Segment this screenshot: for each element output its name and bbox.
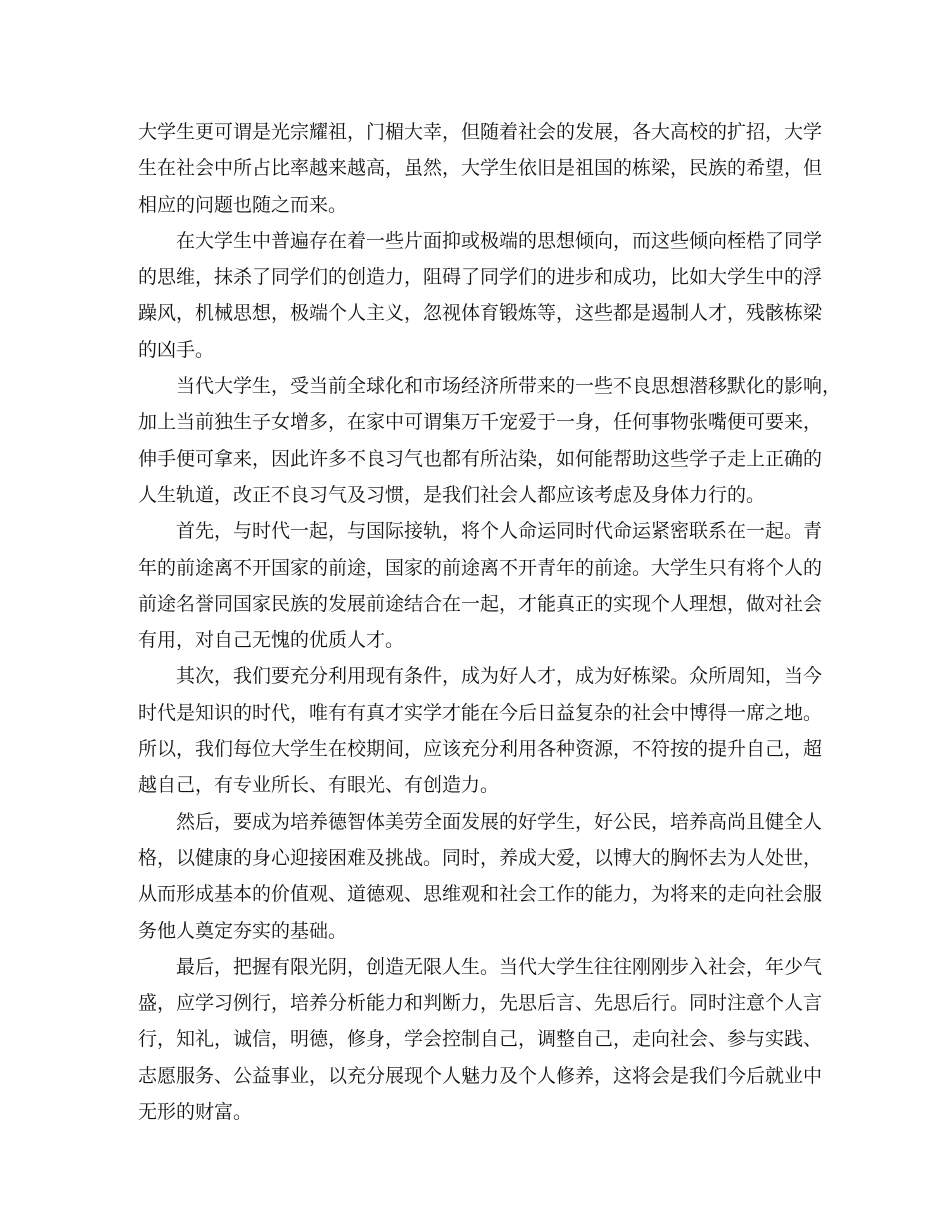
body-text-line: 当代大学生，受当前全球化和市场经济所带来的一些不良思想潜移默化的影响， xyxy=(176,375,842,398)
body-text-line: 从而形成基本的价值观、道德观、思维观和社会工作的能力，为将来的走向社会服 xyxy=(138,883,823,906)
body-text-line: 时代是知识的时代，唯有有真才实学才能在今后日益复杂的社会中博得一席之地。 xyxy=(138,701,823,724)
body-text-line: 越自己，有专业所长、有眼光、有创造力。 xyxy=(138,774,500,797)
body-text-line: 加上当前独生子女增多，在家中可谓集万千宠爱于一身，任何事物张嘴便可要来， xyxy=(138,411,823,434)
body-text-line: 首先，与时代一起，与国际接轨，将个人命运同时代命运紧密联系在一起。青 xyxy=(176,520,823,543)
body-text-line: 伸手便可拿来，因此许多不良习气也都有所沾染，如何能帮助这些学子走上正确的 xyxy=(138,447,823,470)
body-text-line: 大学生更可谓是光宗耀祖，门楣大幸，但随着社会的发展，各大高校的扩招，大学 xyxy=(138,121,823,143)
document-body xyxy=(138,114,842,1130)
body-text-line: 的凶手。 xyxy=(138,338,215,361)
body-text-line: 无形的财富。 xyxy=(138,1101,253,1124)
body-text-line: 盛，应学习例行，培养分析能力和判断力，先思后言、先思后行。同时注意个人言 xyxy=(138,992,823,1015)
body-text-line: 务他人奠定夯实的基础。 xyxy=(138,919,348,942)
body-text-line: 其次，我们要充分利用现有条件，成为好人才，成为好栋梁。众所周知，当今 xyxy=(176,665,823,688)
body-text-line: 的思维，抹杀了同学们的创造力，阻碍了同学们的进步和成功，比如大学生中的浮 xyxy=(138,266,823,289)
body-text-line: 人生轨道，改正不良习气及习惯，是我们社会人都应该考虑及身体力行的。 xyxy=(138,483,766,506)
body-text-line: 生在社会中所占比率越来越高，虽然，大学生依旧是祖国的栋梁，民族的希望，但 xyxy=(138,157,823,180)
body-text-line: 相应的问题也随之而来。 xyxy=(138,193,348,216)
body-text-line: 然后，要成为培养德智体美劳全面发展的好学生，好公民，培养高尚且健全人 xyxy=(176,810,823,833)
body-text-line: 前途名誉同国家民族的发展前途结合在一起，才能真正的实现个人理想，做对社会 xyxy=(138,592,823,615)
body-text-line: 有用，对自己无愧的优质人才。 xyxy=(138,629,405,652)
body-text-line: 在大学生中普遍存在着一些片面抑或极端的思想倾向，而这些倾向桎梏了同学 xyxy=(176,229,823,252)
body-text-line: 年的前途离不开国家的前途，国家的前途离不开青年的前途。大学生只有将个人的 xyxy=(138,556,823,579)
body-text-line: 格，以健康的身心迎接困难及挑战。同时，养成大爱，以博大的胸怀去为人处世， xyxy=(138,846,823,869)
body-text-line: 躁风，机械思想，极端个人主义，忽视体育锻炼等，这些都是遏制人才，残骸栋梁 xyxy=(138,302,823,325)
body-text-line: 行，知礼，诚信，明德，修身，学会控制自己，调整自己，走向社会、参与实践、 xyxy=(138,1028,823,1051)
body-text-line: 最后，把握有限光阴，创造无限人生。当代大学生往往刚刚步入社会，年少气 xyxy=(176,955,823,978)
body-text-line: 所以，我们每位大学生在校期间，应该充分利用各种资源，不符按的提升自己，超 xyxy=(138,738,823,761)
body-text-line: 志愿服务、公益事业，以充分展现个人魅力及个人修养，这将会是我们今后就业中 xyxy=(138,1064,823,1087)
